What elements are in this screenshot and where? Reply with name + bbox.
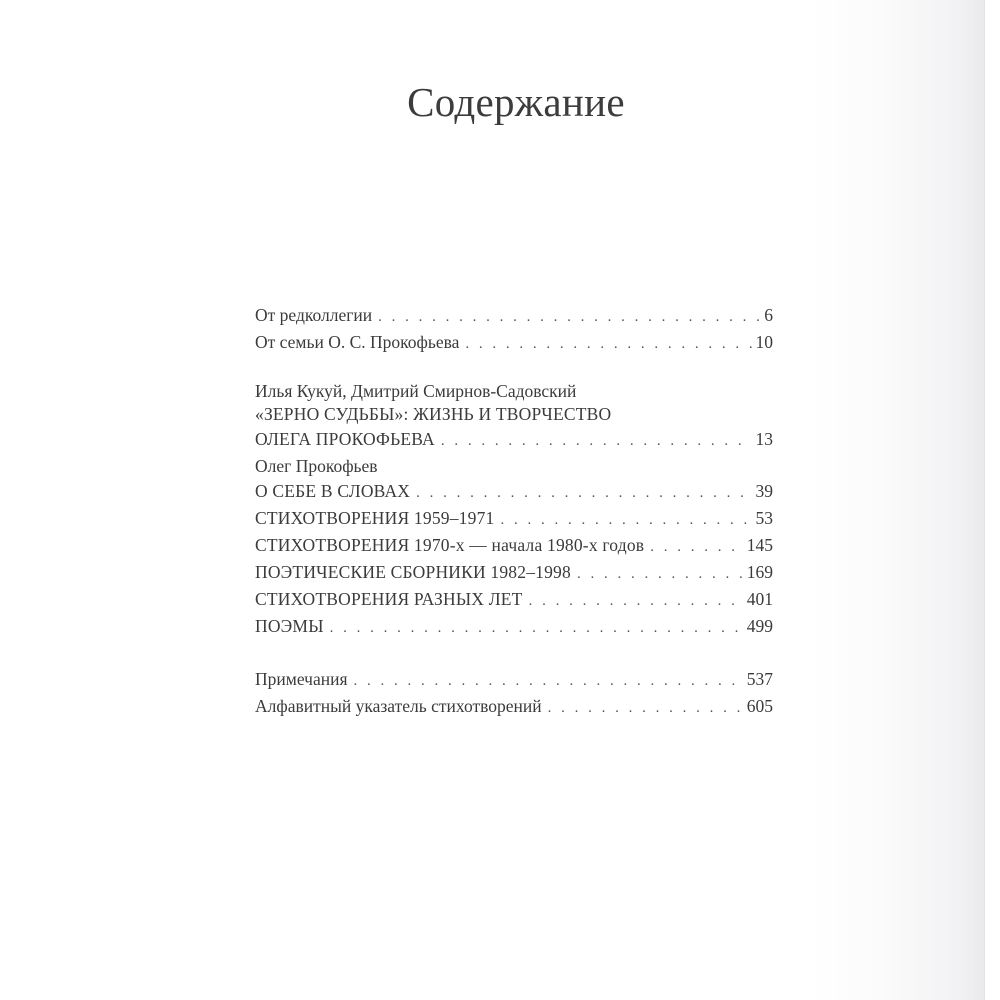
toc-leader-dots <box>500 507 751 534</box>
page-right-margin <box>984 0 1000 1000</box>
toc-entry-label: О СЕБЕ В СЛОВАХ <box>255 481 411 501</box>
toc-entry-label: От редколлегии <box>255 305 373 325</box>
toc-leader-dots <box>548 695 743 722</box>
toc-page-number: 10 <box>755 332 773 352</box>
toc-page-number: 537 <box>746 669 773 689</box>
section-spacer <box>255 356 773 380</box>
toc-entry <box>255 505 773 532</box>
essay-authors: Илья Кукуй, Дмитрий Смирнов-Садовский <box>255 381 577 401</box>
toc-entry-label: СТИХОТВОРЕНИЯ РАЗНЫХ ЛЕТ <box>255 589 523 609</box>
toc-entry-label: СТИХОТВОРЕНИЯ 1959–1971 <box>255 508 495 528</box>
toc-entry-label: Примечания <box>255 669 348 689</box>
toc-page-number: 499 <box>746 616 773 636</box>
essay-title-line: «ЗЕРНО СУДЬБЫ»: ЖИЗНЬ И ТВОРЧЕСТВО <box>255 404 612 424</box>
toc-entry-label: От семьи О. С. Прокофьева <box>255 332 460 352</box>
page-edge-shadow <box>808 0 985 1000</box>
toc-entry-label: ПОЭМЫ <box>255 616 324 636</box>
toc-entry <box>255 426 773 453</box>
toc-entry-label: Алфавитный указатель стихотворений <box>255 696 542 716</box>
toc-entry <box>255 532 773 559</box>
toc-entry-label: ПОЭТИЧЕСКИЕ СБОРНИКИ 1982–1998 <box>255 562 571 582</box>
toc-leader-dots <box>650 534 743 561</box>
toc-page-number: 145 <box>746 535 773 555</box>
toc-entry <box>255 613 773 640</box>
toc-page-number: 13 <box>755 429 773 449</box>
toc-leader-dots <box>330 615 743 642</box>
toc-leader-dots <box>416 480 751 507</box>
toc-leader-dots <box>577 561 743 588</box>
toc-entry <box>255 586 773 613</box>
section-spacer <box>255 640 773 666</box>
toc-leader-dots <box>354 668 743 695</box>
toc-entry <box>255 302 773 329</box>
toc-leader-dots <box>465 331 751 358</box>
toc-page-number: 401 <box>746 589 773 609</box>
toc-entry <box>255 559 773 586</box>
table-of-contents <box>255 302 773 720</box>
poet-name: Олег Прокофьев <box>255 456 378 476</box>
toc-page-number: 53 <box>755 508 773 528</box>
toc-leader-dots <box>378 304 760 331</box>
toc-leader-dots <box>441 428 752 455</box>
page-title: Содержание <box>407 79 625 125</box>
toc-entry-label: СТИХОТВОРЕНИЯ 1970-х — начала 1980-х годов <box>255 535 645 555</box>
toc-entry <box>255 329 773 356</box>
toc-entry <box>255 693 773 720</box>
toc-page-number: 6 <box>764 305 773 325</box>
toc-entry-label: ОЛЕГА ПРОКОФЬЕВА <box>255 429 435 449</box>
toc-page-number: 39 <box>755 481 773 501</box>
toc-entry <box>255 666 773 693</box>
toc-leader-dots <box>529 588 743 615</box>
toc-page-number: 169 <box>746 562 773 582</box>
toc-entry <box>255 478 773 505</box>
toc-page-number: 605 <box>746 696 773 716</box>
